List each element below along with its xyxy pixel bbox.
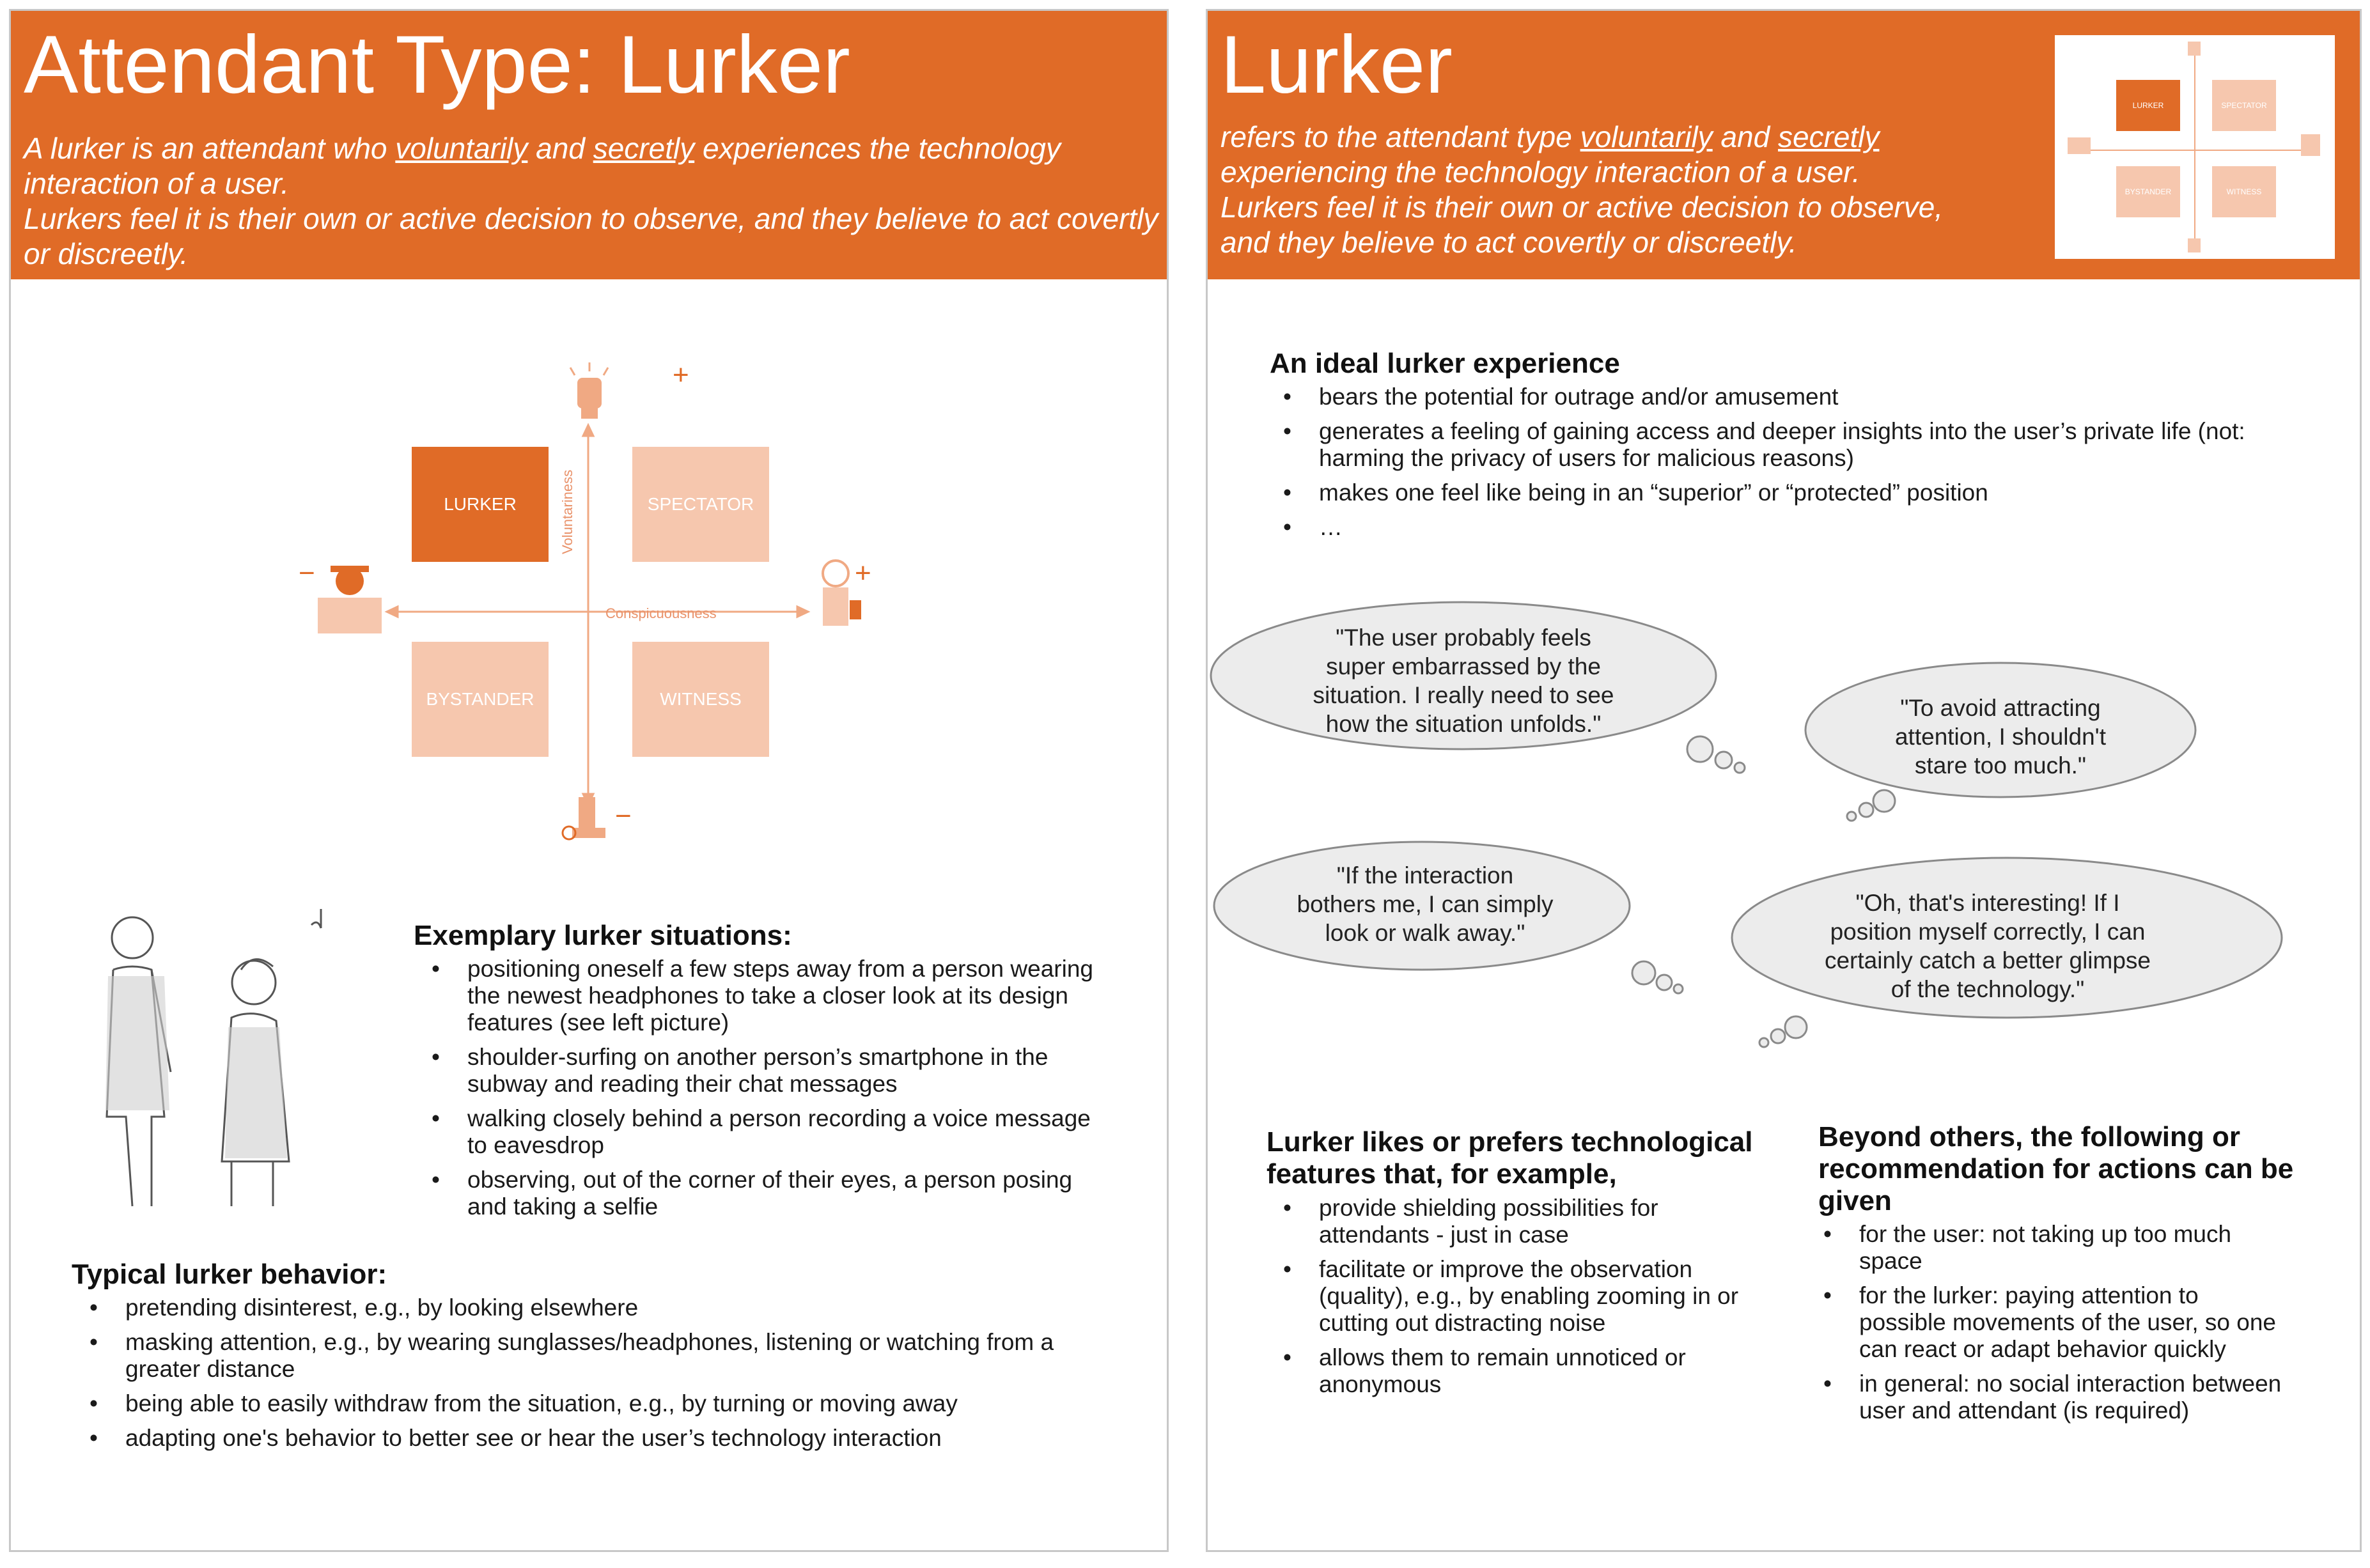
text-line: attendants - just in case <box>1319 1222 1569 1248</box>
thought-text <box>1304 623 1623 738</box>
text-line: • pretending disinterest, e.g., by looking elsewhere <box>125 1294 639 1321</box>
prefers-list <box>1272 1195 1796 1406</box>
text-line: • shoulder-surfing on another person’s smartphone in the <box>467 1044 1049 1070</box>
raised-fist-icon <box>570 362 608 419</box>
lead-emphasis-voluntarily: voluntarily <box>395 132 528 165</box>
text-line: "If the interaction <box>1336 862 1514 889</box>
text-line: • masking attention, e.g., by wearing sunglasses/headphones, listening or watching from a <box>125 1329 1054 1355</box>
text-line: • makes one feel like being in an “superior” or “protected” position <box>1319 479 1988 506</box>
text-line: recommendation for actions can be <box>1818 1153 2294 1184</box>
text-line: • facilitate or improve the observation <box>1319 1256 1693 1282</box>
text-line: Beyond others, the following or <box>1818 1121 2240 1153</box>
lead-line: experiencing the technology interaction of a user. <box>1220 155 1860 189</box>
lead-line: Lurkers feel it is their own or active decision to observe, and they believe to act covertly <box>24 202 1158 235</box>
bullet-item <box>78 1390 1133 1417</box>
thumb-quadrant-bystander: BYSTANDER <box>2116 166 2180 217</box>
text-line: • … <box>1319 514 1343 540</box>
text-line: features (see left picture) <box>467 1009 729 1036</box>
lead-fragment: and <box>536 132 585 165</box>
text-line: anonymous <box>1319 1371 1442 1397</box>
axis-arrow <box>797 607 808 617</box>
text-line: space <box>1859 1248 1922 1274</box>
bullet-item <box>420 1167 1123 1220</box>
text-line: • bears the potential for outrage and/or amusement <box>1319 384 1839 410</box>
text-line: subway and reading their chat messages <box>467 1071 898 1097</box>
hidden-reader-icon <box>318 566 382 633</box>
text-line: and taking a selfie <box>467 1193 659 1220</box>
thought-text <box>1809 889 2167 1004</box>
open-observer-icon <box>2301 134 2320 156</box>
matrix-thumbnail <box>2055 35 2335 259</box>
axis-arrow <box>387 607 398 617</box>
text-line: certainly catch a better glimpse <box>1824 947 2151 974</box>
ideal-list <box>1272 384 2327 548</box>
text-line: Lurker likes or prefers technological <box>1267 1126 1753 1158</box>
conspicuousness-minus: − <box>299 557 315 589</box>
lead-line: and they believe to act covertly or discreetly. <box>1220 226 1797 259</box>
text-line: • being able to easily withdraw from the situation, e.g., by turning or moving away <box>125 1390 958 1417</box>
text-line: harming the privacy of users for malicious reasons) <box>1319 445 1854 471</box>
text-line: • in general: no social interaction between <box>1859 1370 2282 1397</box>
text-line: user and attendant (is required) <box>1859 1397 2190 1424</box>
right-header-band <box>1208 11 2360 279</box>
hidden-reader-icon <box>2068 137 2091 154</box>
behavior-heading: Typical lurker behavior: <box>72 1259 387 1290</box>
thought-text <box>1291 861 1559 947</box>
text-line: of the technology." <box>1891 976 2085 1002</box>
ideal-heading: An ideal lurker experience <box>1270 348 1620 379</box>
thought-text <box>1853 694 2148 780</box>
bullet-item <box>420 956 1123 1036</box>
walking-foot-icon <box>563 797 605 839</box>
situations-heading: Exemplary lurker situations: <box>414 920 792 951</box>
bullet-item <box>1272 514 2327 541</box>
bullet-item <box>1272 384 2327 410</box>
situations-list <box>420 956 1123 1228</box>
quadrant-spectator: SPECTATOR <box>632 447 769 562</box>
lead-emphasis-secretly: secretly <box>1778 120 1880 153</box>
text-line: • walking closely behind a person recording a voice message <box>467 1105 1091 1131</box>
text-line: • provide shielding possibilities for <box>1319 1195 1658 1221</box>
lead-emphasis-secretly: secretly <box>593 132 695 165</box>
bullet-item <box>78 1329 1133 1383</box>
text-line: greater distance <box>125 1356 295 1382</box>
page-title: Attendant Type: Lurker <box>24 19 850 111</box>
text-line: • positioning oneself a few steps away from a person wearing <box>467 956 1093 982</box>
lead-line: interaction of a user. <box>24 167 290 200</box>
text-line: attention, I shouldn't <box>1894 724 2107 750</box>
bullet-item <box>1272 1256 1796 1337</box>
text-line: "Oh, that's interesting! If I <box>1855 890 2120 916</box>
text-line: • for the lurker: paying attention to <box>1859 1282 2199 1308</box>
lead-text <box>24 131 1158 272</box>
quadrant-witness: WITNESS <box>632 642 769 757</box>
y-axis-label: Voluntariness <box>559 469 575 554</box>
bullet-item <box>78 1294 1133 1321</box>
thumb-quadrant-witness: WITNESS <box>2212 166 2276 217</box>
bullet-item <box>1812 1370 2336 1424</box>
thumb-quadrant-spectator: SPECTATOR <box>2212 80 2276 131</box>
bullet-item <box>1272 418 2327 472</box>
text-line: can react or adapt behavior quickly <box>1859 1336 2226 1362</box>
recommend-list <box>1812 1221 2336 1432</box>
lead-emphasis-voluntarily: voluntarily <box>1580 120 1713 153</box>
lead-fragment: refers to the attendant type <box>1220 120 1572 153</box>
text-line: • generates a feeling of gaining access and deeper insights into the user’s private life (not: <box>1319 418 2245 444</box>
text-line: super embarrassed by the <box>1326 653 1601 679</box>
bullet-item <box>78 1425 1133 1452</box>
axis-arrow <box>583 425 593 436</box>
text-line: bothers me, I can simply <box>1297 891 1554 917</box>
bullet-item <box>1812 1282 2336 1363</box>
page-title: Lurker <box>1220 19 1453 111</box>
bullet-item <box>420 1044 1123 1098</box>
text-line: look or walk away." <box>1325 920 1525 946</box>
text-line: features that, for example, <box>1267 1158 1617 1190</box>
bullet-item <box>1272 1195 1796 1248</box>
voluntariness-plus: + <box>673 359 689 391</box>
text-line: "To avoid attracting <box>1900 695 2101 721</box>
text-line: how the situation unfolds." <box>1325 711 1602 737</box>
text-line: cutting out distracting noise <box>1319 1310 1606 1336</box>
lurker-sketch-illustration <box>68 906 369 1213</box>
text-line: to eavesdrop <box>467 1132 604 1158</box>
text-line: the newest headphones to take a closer look at its design <box>467 982 1068 1009</box>
bullet-item <box>420 1105 1123 1159</box>
text-line: position myself correctly, I can <box>1830 919 2146 945</box>
text-line: possible movements of the user, so one <box>1859 1309 2276 1335</box>
conspicuousness-plus: + <box>855 557 871 589</box>
left-header-band <box>11 11 1167 279</box>
right-page <box>1206 9 2362 1552</box>
prefers-heading <box>1267 1126 1752 1190</box>
voluntariness-minus: − <box>615 800 632 832</box>
text-line: • for the user: not taking up too much <box>1859 1221 2232 1247</box>
text-line: • adapting one's behavior to better see or hear the user’s technology interaction <box>125 1425 942 1451</box>
lead-fragment: experiences the technology <box>702 132 1061 165</box>
text-line: • observing, out of the corner of their eyes, a person posing <box>467 1167 1073 1193</box>
thumbnail-axes <box>2055 35 2335 259</box>
text-line: (quality), e.g., by enabling zooming in or <box>1319 1283 1739 1309</box>
bullet-item <box>1272 479 2327 506</box>
lead-text <box>1220 120 1943 260</box>
attendant-matrix <box>279 350 893 861</box>
text-line: given <box>1818 1185 1892 1216</box>
recommend-heading <box>1818 1121 2293 1217</box>
bullet-item <box>1812 1221 2336 1275</box>
quadrant-lurker: LURKER <box>412 447 549 562</box>
lead-line: Lurkers feel it is their own or active decision to observe, <box>1220 190 1944 224</box>
text-line: "The user probably feels <box>1336 625 1591 651</box>
lead-line: or discreetly. <box>24 237 189 270</box>
quadrant-bystander: BYSTANDER <box>412 642 549 757</box>
walking-foot-icon <box>2188 238 2201 252</box>
left-page <box>9 9 1169 1552</box>
bullet-item <box>1272 1344 1796 1398</box>
lead-fragment: A lurker is an attendant who <box>24 132 387 165</box>
behavior-list <box>78 1294 1133 1459</box>
thumb-quadrant-lurker: LURKER <box>2116 80 2180 131</box>
text-line: situation. I really need to see <box>1313 682 1614 708</box>
text-line: • allows them to remain unnoticed or <box>1319 1344 1686 1370</box>
lead-fragment: and <box>1720 120 1770 153</box>
text-line: stare too much." <box>1914 752 2087 779</box>
x-axis-label: Conspicuousness <box>605 605 717 621</box>
raised-fist-icon <box>2188 42 2201 56</box>
